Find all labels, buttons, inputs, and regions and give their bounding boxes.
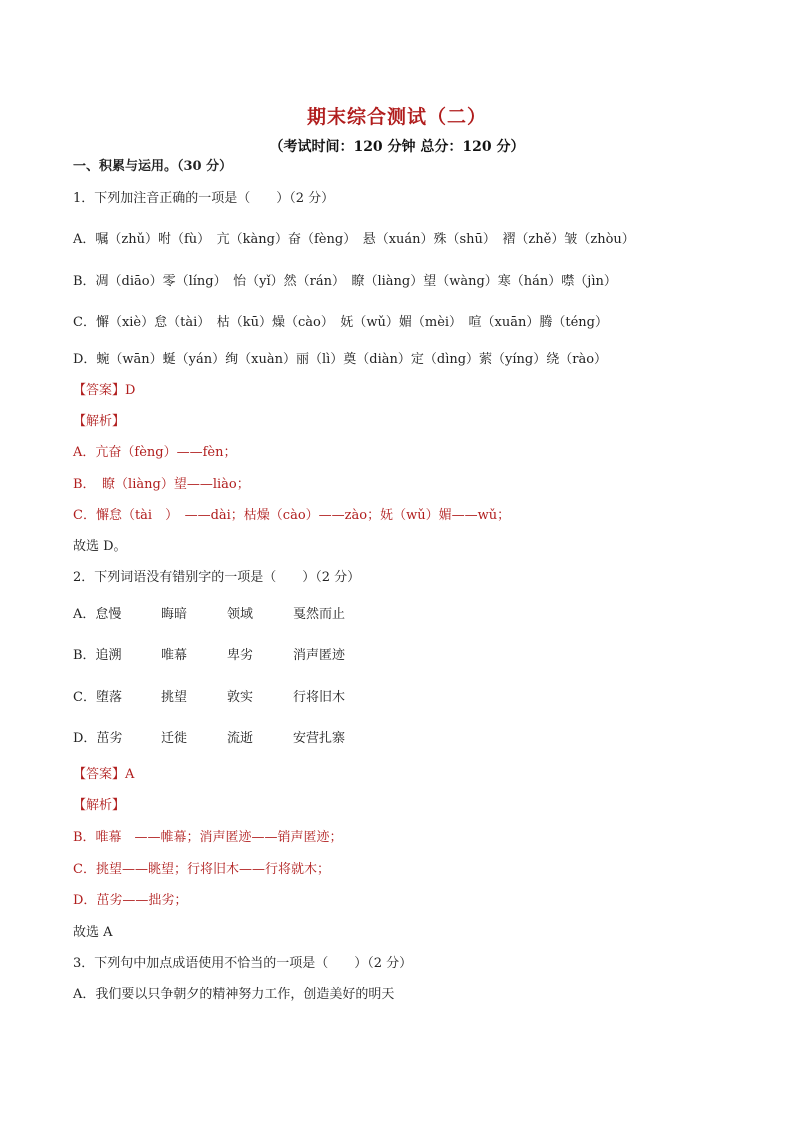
q2-option-a-word2: 晦暗 <box>161 607 188 622</box>
q2-option-d-word3: 流逝 <box>227 731 254 746</box>
q1-stem: 1．下列加注音正确的一项是（ ）（2 分） <box>73 191 335 206</box>
q2-analysis-d: D．茁劣——拙劣； <box>73 893 188 908</box>
q2-conclusion: 故选 A <box>73 925 113 940</box>
q1-conclusion: 故选 D。 <box>73 539 127 554</box>
q1-analysis-label: 【解析】 <box>73 414 126 429</box>
q1-option-b: B．凋（diāo）零（líng） 怡（yǐ）然（rán） 瞭（liàng）望（wàng）寒（hán）噤（jìn） <box>73 274 617 289</box>
q2-option-b-word4: 消声匿迹 <box>293 648 346 663</box>
q2-analysis-label: 【解析】 <box>73 798 126 813</box>
q2-option-c-word1: C．堕落 <box>73 690 122 705</box>
page-title: 期末综合测试（二） <box>306 106 487 128</box>
q1-answer: 【答案】D <box>73 383 136 398</box>
section-heading: 一、积累与运用。（30 分） <box>73 159 233 174</box>
q2-analysis-b: B．唯幕 ——帷幕；消声匿迹——销声匿迹； <box>73 830 343 845</box>
q1-analysis-b: B． 瞭（liàng）望——liào； <box>73 477 250 492</box>
q2-analysis-c: C．挑望——眺望；行将旧木——行将就木； <box>73 862 330 877</box>
q2-option-c <box>73 689 345 707</box>
q2-option-d <box>73 730 345 748</box>
q2-option-c-word2: 挑望 <box>161 690 188 705</box>
q2-option-c-word3: 敦实 <box>227 690 254 705</box>
q2-option-b-word2: 唯幕 <box>161 648 188 663</box>
q1-analysis-a: A．亢奋（fèng）——fèn； <box>73 445 237 460</box>
q2-stem: 2．下列词语没有错别字的一项是（ ）（2 分） <box>73 570 361 585</box>
q3-option-a: A．我们要以只争朝夕的精神努力工作，创造美好的明天 <box>73 987 395 1002</box>
q2-answer: 【答案】A <box>73 767 135 782</box>
q2-option-b-word3: 卑劣 <box>227 648 254 663</box>
q1-analysis-c: C．懈怠（tài ） ——dài；枯燥（cào）——zào；妩（wǔ）媚——wǔ； <box>73 508 511 523</box>
q2-option-b <box>73 647 345 665</box>
q1-option-a: A．嘱（zhǔ）咐（fù） 亢（kàng）奋（fèng） 悬（xuán）殊（shū） 褶（zhě）皱（zhòu） <box>73 232 635 247</box>
q2-option-a-word3: 领域 <box>227 607 254 622</box>
q2-option-d-word2: 迁徙 <box>161 731 188 746</box>
q2-option-d-word1: D．茁劣 <box>73 731 123 746</box>
q1-option-d: D．蜿（wān）蜒（yán）绚（xuàn）丽（lì）奠（diàn）定（dìng）萦（yíng）绕（rào） <box>73 352 608 367</box>
exam-info: （考试时间：120 分钟 总分：120 分） <box>269 139 525 155</box>
q1-option-c: C．懈（xiè）怠（tài） 枯（kū）燥（cào） 妩（wǔ）媚（mèi） 喧（xuān）腾（téng） <box>73 315 608 330</box>
q2-option-d-word4: 安营扎寨 <box>293 731 346 746</box>
q2-option-c-word4: 行将旧木 <box>293 690 346 705</box>
q2-option-a <box>73 606 345 624</box>
q2-option-b-word1: B．追溯 <box>73 648 122 663</box>
q2-option-a-word4: 戛然而止 <box>293 607 346 622</box>
q3-stem: 3．下列句中加点成语使用不恰当的一项是（ ）（2 分） <box>73 956 413 971</box>
q2-option-a-word1: A．怠慢 <box>73 607 122 622</box>
